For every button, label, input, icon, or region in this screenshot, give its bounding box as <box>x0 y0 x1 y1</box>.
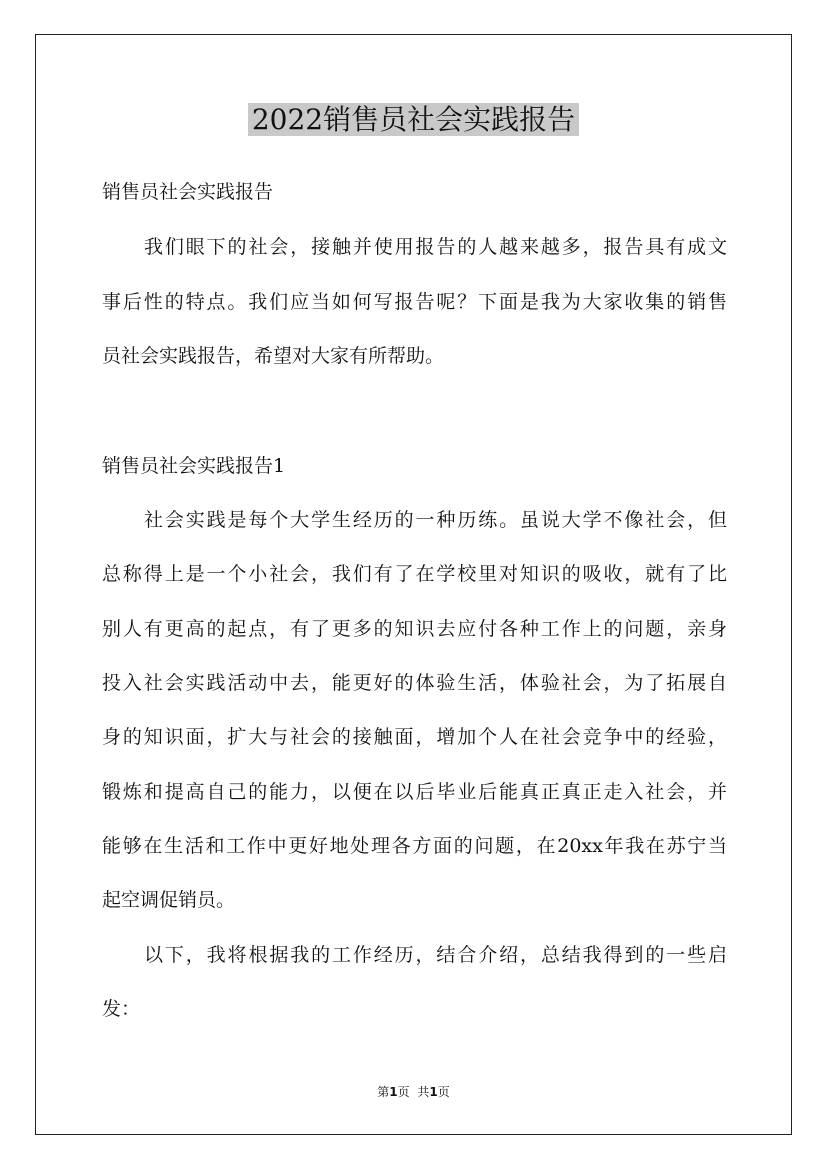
intro-line-1: 我们眼下的社会，接触并使用报告的人越来越多，报告具有成文 <box>144 236 727 258</box>
section1-line-3: 别人有更高的起点，有了更多的知识去应付各种工作上的问题，亲身 <box>102 618 727 640</box>
document-title-text: 2022销售员社会实践报告 <box>248 103 579 136</box>
document-subtitle: 销售员社会实践报告 <box>102 181 274 203</box>
footer-page-number: 1 <box>389 1085 398 1099</box>
footer-total-pages: 1 <box>429 1085 438 1099</box>
section1-line-8: 起空调促销员。 <box>102 889 236 911</box>
footer-total-unit: 页 <box>437 1085 450 1099</box>
footer-page-unit: 页 <box>397 1085 410 1099</box>
section1-line-5: 身的知识面，扩大与社会的接触面，增加个人在社会竞争中的经验， <box>102 726 727 748</box>
section1-heading: 销售员社会实践报告1 <box>102 455 286 477</box>
section1-line-4: 投入社会实践活动中去，能更好的体验生活，体验社会，为了拓展自 <box>102 672 727 694</box>
page-footer <box>0 1083 827 1101</box>
section1-line-1: 社会实践是每个大学生经历的一种历练。虽说大学不像社会，但 <box>144 509 727 531</box>
footer-total-prefix: 共 <box>417 1085 430 1099</box>
document-title <box>0 98 827 142</box>
footer-prefix: 第 <box>377 1085 390 1099</box>
section1-para2-line-1: 以下，我将根据我的工作经历，结合介绍，总结我得到的一些启 <box>144 944 727 966</box>
section1-line-7: 能够在生活和工作中更好地处理各方面的问题，在20xx年我在苏宁当 <box>102 835 727 857</box>
section1-line-6: 锻炼和提高自己的能力，以便在以后毕业后能真正真正走入社会，并 <box>102 781 727 803</box>
intro-line-3: 员社会实践报告，希望对大家有所帮助。 <box>102 345 445 367</box>
section1-line-2: 总称得上是一个小社会，我们有了在学校里对知识的吸收，就有了比 <box>102 563 727 585</box>
intro-line-2: 事后性的特点。我们应当如何写报告呢？下面是我为大家收集的销售 <box>102 291 727 313</box>
section1-para2-line-2: 发： <box>102 998 141 1020</box>
